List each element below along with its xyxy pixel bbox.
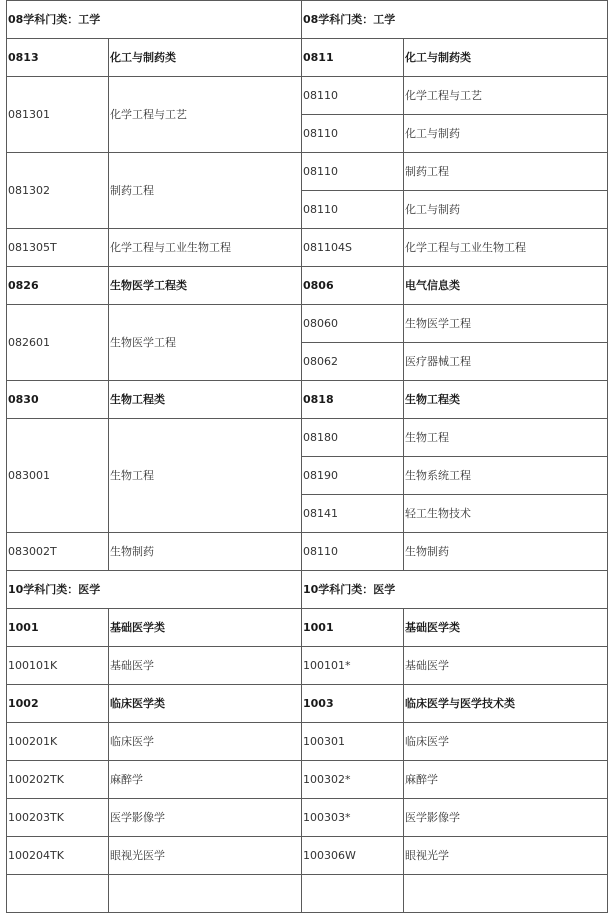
major-code: 100204TK [7,837,109,875]
major-code: 08110 [302,533,404,571]
group-name: 临床医学类 [109,685,302,723]
group-name: 基础医学类 [109,609,302,647]
major-name: 生物工程 [404,419,608,457]
major-name: 麻醉学 [404,761,608,799]
major-code: 100301 [302,723,404,761]
major-name: 生物医学工程 [109,305,302,381]
category-header-right: 08学科门类：工学 [302,1,608,39]
major-name: 化工与制药 [404,115,608,153]
empty-cell [109,875,302,913]
major-code: 08110 [302,153,404,191]
major-code: 081301 [7,77,109,153]
major-name: 化学工程与工艺 [404,77,608,115]
major-name: 制药工程 [404,153,608,191]
major-name: 生物制药 [404,533,608,571]
major-name: 生物系统工程 [404,457,608,495]
major-name: 轻工生物技术 [404,495,608,533]
group-name: 化工与制药类 [404,39,608,77]
major-name: 医学影像学 [404,799,608,837]
group-name: 临床医学与医学技术类 [404,685,608,723]
major-name: 生物制药 [109,533,302,571]
major-code: 08180 [302,419,404,457]
group-code: 1002 [7,685,109,723]
major-name: 临床医学 [404,723,608,761]
major-code: 08110 [302,77,404,115]
group-code: 1001 [7,609,109,647]
major-name: 医学影像学 [109,799,302,837]
major-code: 08060 [302,305,404,343]
group-name: 电气信息类 [404,267,608,305]
major-name: 基础医学 [404,647,608,685]
major-code: 081305T [7,229,109,267]
group-code: 0818 [302,381,404,419]
category-header-left: 08学科门类：工学 [7,1,302,39]
group-code: 1001 [302,609,404,647]
group-name: 生物工程类 [109,381,302,419]
group-name: 基础医学类 [404,609,608,647]
major-name: 临床医学 [109,723,302,761]
group-code: 1003 [302,685,404,723]
major-code: 08062 [302,343,404,381]
table-row [7,77,608,115]
major-name: 眼视光医学 [109,837,302,875]
group-name: 化工与制药类 [109,39,302,77]
group-code: 0806 [302,267,404,305]
major-code: 083001 [7,419,109,533]
table-row [7,305,608,343]
major-code: 100306W [302,837,404,875]
table-row [7,1,608,39]
major-code: 100302* [302,761,404,799]
table-row [7,39,608,77]
major-name: 麻醉学 [109,761,302,799]
group-name: 生物医学工程类 [109,267,302,305]
major-code: 081302 [7,153,109,229]
empty-cell [7,875,109,913]
group-code: 0830 [7,381,109,419]
table-row [7,685,608,723]
major-code: 100202TK [7,761,109,799]
major-comparison-table [6,0,608,913]
major-code: 100303* [302,799,404,837]
major-name: 基础医学 [109,647,302,685]
table-row [7,153,608,191]
table-row [7,229,608,267]
major-code: 100203TK [7,799,109,837]
major-code: 08141 [302,495,404,533]
major-code: 100101K [7,647,109,685]
major-name: 医疗器械工程 [404,343,608,381]
major-code: 081104S [302,229,404,267]
major-code: 100101* [302,647,404,685]
table-row [7,419,608,457]
major-name: 生物医学工程 [404,305,608,343]
major-name: 眼视光学 [404,837,608,875]
major-code: 08110 [302,115,404,153]
category-header-left: 10学科门类：医学 [7,571,302,609]
table-row [7,609,608,647]
major-code: 082601 [7,305,109,381]
table-row [7,381,608,419]
table-row [7,799,608,837]
empty-cell [302,875,404,913]
major-name: 化学工程与工艺 [109,77,302,153]
table-row [7,267,608,305]
empty-cell [404,875,608,913]
table-row [7,837,608,875]
table-row [7,647,608,685]
group-code: 0813 [7,39,109,77]
major-code: 100201K [7,723,109,761]
table-row [7,533,608,571]
major-name: 化学工程与工业生物工程 [109,229,302,267]
table-row [7,571,608,609]
major-name: 制药工程 [109,153,302,229]
group-code: 0811 [302,39,404,77]
major-code: 083002T [7,533,109,571]
major-name: 化工与制药 [404,191,608,229]
category-header-right: 10学科门类：医学 [302,571,608,609]
major-name: 生物工程 [109,419,302,533]
major-code: 08190 [302,457,404,495]
major-name: 化学工程与工业生物工程 [404,229,608,267]
group-code: 0826 [7,267,109,305]
table-row [7,723,608,761]
major-code: 08110 [302,191,404,229]
group-name: 生物工程类 [404,381,608,419]
table-row [7,761,608,799]
table-row-cut [7,875,608,913]
